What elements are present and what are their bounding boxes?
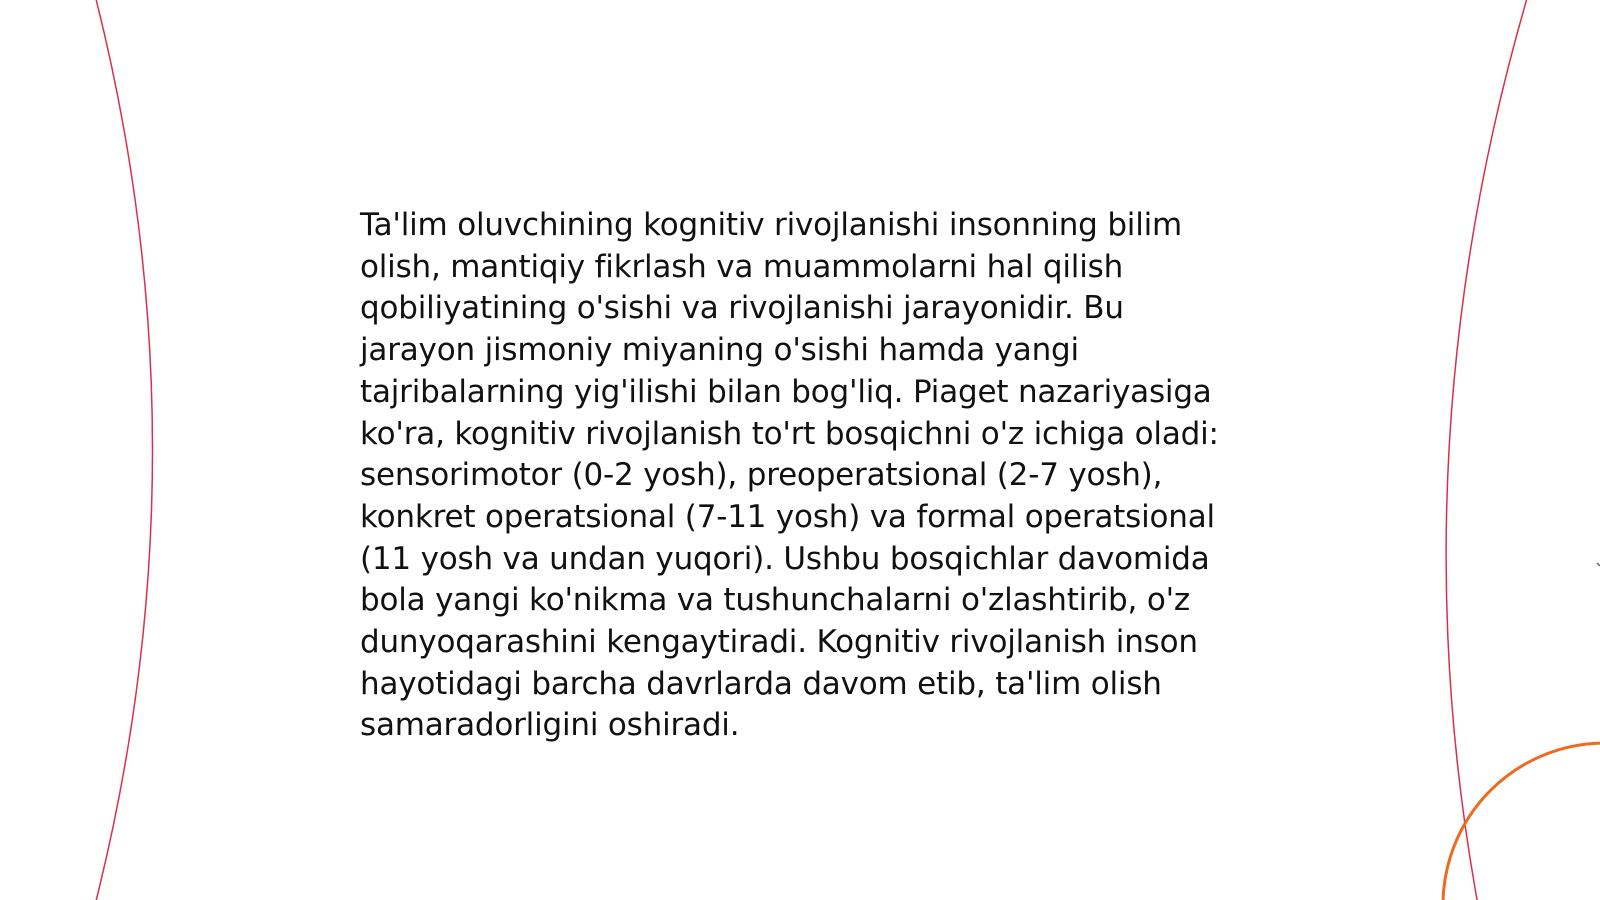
left-arc — [95, 0, 153, 900]
orange-circle — [1443, 743, 1600, 900]
right-arc — [1446, 0, 1528, 900]
body-paragraph: Ta'lim oluvchining kognitiv rivojlanishi insonning bilim olish, mantiqiy fikrlash va muammolarni hal qilish qobiliyatining o'sishi va rivojlanishi jarayonidir. Bu jarayon jismoniy miyaning o'sishi hamda yangi tajribalarning yig'ilishi bilan bog'liq. Piaget nazariyasiga ko'ra, kognitiv rivojlanish to'rt bosqichni o'z ichiga oladi: sensorimotor (0-2 yosh), preoperatsional (2-7 yosh), konkret operatsional (7-11 yosh) va formal operatsional (11 yosh va undan yuqori). Ushbu bosqichlar davomida bola yangi ko'nikma va tushunchalarni o'zlashtirib, o'z dunyoqarashini kengaytiradi. Kognitiv rivojlanish inson hayotidagi barcha davrlarda davom etib, ta'lim olish samaradorligini oshiradi. — [360, 207, 1219, 744]
